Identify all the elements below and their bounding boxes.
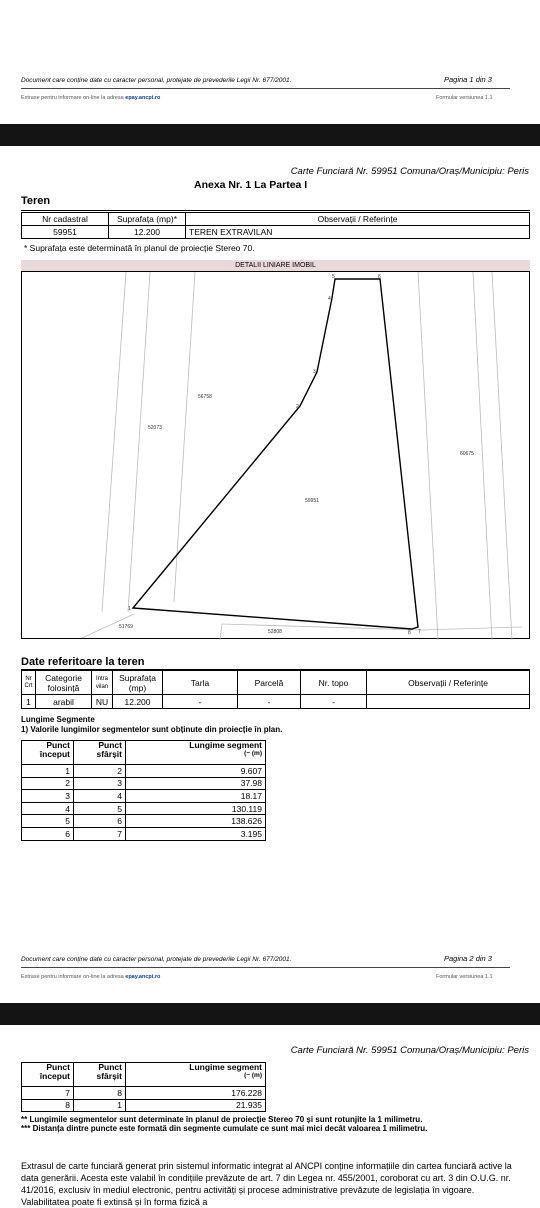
- segment-length: 21.935: [126, 1099, 266, 1112]
- ref-header-intravilan: Intra vilan: [92, 671, 113, 695]
- date-ref-heading: Date referitoare la teren: [21, 656, 145, 668]
- ref-header-nrtopo: Nr. topo: [301, 671, 367, 695]
- page2-extract-line: [21, 974, 160, 980]
- plan-point-6: 6: [378, 274, 381, 280]
- extract-site-link[interactable]: epay.ancpi.ro: [125, 95, 161, 101]
- segments-note-1: ** Lungimile segmentelor sunt determinate în planul de proiecție Stereo 70 și sunt rotunjite la 1 milimetru.: [21, 1115, 423, 1124]
- plan-point-8: 8: [408, 630, 411, 636]
- segments-heading: Lungime Segmente: [21, 715, 95, 724]
- segment-end: 5: [74, 802, 126, 815]
- extract-site-link-2[interactable]: epay.ancpi.ro: [125, 974, 161, 980]
- segments-table-page2: [21, 1062, 266, 1112]
- teren-heading: Teren: [21, 195, 51, 207]
- plan-svg: [22, 272, 531, 640]
- seg-header-start: Punct început: [22, 741, 74, 765]
- extract-paragraph: Extrasul de carte funciară generat prin sistemul informatic integrat al ANCPI conține informațiile din cartea funciară active la data generării. Acesta este valabil în condițiile prevăzute de art. 7 din Legea nr. 455/2001, coroborat cu art. 3 din O.U.G. nr. 41/2016, exclusiv în mediul electronic, pentru activități și procese administrative prevăzute de legislația în vigoare. Valabilitatea poate fi extinsă și în forma fizică a: [21, 1161, 512, 1207]
- segment-start: 2: [22, 777, 74, 790]
- segments-rows-page1: [22, 765, 266, 841]
- ref-nrtopo: -: [301, 695, 367, 709]
- carte-funciara-title: Carte Funciară Nr. 59951 Comuna/Oraș/Municipiu: Peris: [290, 166, 529, 177]
- page-separator: [0, 124, 540, 146]
- seg2-header-unit: (~ (m): [244, 1072, 262, 1079]
- segment-start: 4: [22, 802, 74, 815]
- page1-disclaimer: Document care conține date cu caracter personal, protejate de prevederile Legii Nr. 677/2001.: [21, 77, 292, 84]
- ref-tarla: -: [163, 695, 238, 709]
- plan-label-central: 59951: [305, 498, 319, 504]
- ref-header-parcela: Parcelă: [238, 671, 301, 695]
- page2-header-rule: [21, 967, 510, 968]
- segments-note-2: *** Distanța dintre puncte este formată din segmente cumulate ce sunt mai mici decât valoarea 1 milimetru.: [21, 1124, 428, 1133]
- ref-nr: 1: [22, 695, 36, 709]
- segment-length: 9.607: [126, 765, 266, 778]
- seg2-header-end: Punct sfârșit: [74, 1063, 126, 1087]
- plan-point-2: 2: [296, 404, 299, 410]
- segment-start: 3: [22, 790, 74, 803]
- segment-length: 18.17: [126, 790, 266, 803]
- segment-row: [22, 1099, 266, 1112]
- plan-point-4: 4: [328, 296, 331, 302]
- segment-end: 3: [74, 777, 126, 790]
- segment-end: 7: [74, 827, 126, 840]
- anexa-title: Anexa Nr. 1 La Partea I: [194, 179, 308, 191]
- segment-end: 8: [74, 1087, 126, 1100]
- teren-header-suprafata: Suprafața (mp)*: [109, 213, 186, 226]
- plan-label-bottom: 52808: [268, 629, 282, 635]
- teren-suprafata: 12.200: [109, 226, 186, 239]
- ref-header-tarla: Tarla: [163, 671, 238, 695]
- segment-length: 3.195: [126, 827, 266, 840]
- teren-cadastral: 59951: [22, 226, 109, 239]
- page1-page-label: Pagina 1 din 3: [444, 75, 492, 84]
- ref-intravilan: NU: [92, 695, 113, 709]
- ref-categorie: arabil: [36, 695, 92, 709]
- plan-drawing: [21, 271, 530, 639]
- segment-row: [22, 790, 266, 803]
- date-ref-table: [21, 670, 530, 709]
- segment-length: 130.119: [126, 802, 266, 815]
- seg-header-length: [126, 741, 266, 765]
- plan-point-5: 5: [332, 274, 335, 280]
- segment-row: [22, 765, 266, 778]
- extract-prefix-2: Extrase pentru informare on-line la adresa: [21, 974, 124, 980]
- teren-header-observatii: Observații / Referințe: [186, 213, 530, 226]
- plan-label-bottom-left: 51769: [119, 624, 133, 630]
- plan-title: DETALII LINIARE IMOBIL: [21, 260, 530, 271]
- seg-header-unit: (~ (m): [244, 750, 262, 757]
- page2-disclaimer: Document care conține date cu caracter personal, protejate de prevederile Legii Nr. 677/2001.: [21, 956, 292, 963]
- teren-observatii: TEREN EXTRAVILAN: [186, 226, 530, 239]
- ref-header-observatii: Observații / Referințe: [367, 671, 530, 695]
- segment-start: 7: [22, 1087, 74, 1100]
- segment-length: 176.228: [126, 1087, 266, 1100]
- plan-point-3: 3: [313, 369, 316, 375]
- segment-start: 8: [22, 1099, 74, 1112]
- ref-suprafata: 12.200: [113, 695, 163, 709]
- segment-row: [22, 815, 266, 828]
- ref-header-suprafata: Suprafața (mp): [113, 671, 163, 695]
- page2-formular: Formular versiunea 1.1: [436, 974, 493, 980]
- seg-header-length-label: Lungime segment: [189, 740, 262, 750]
- carte-funciara-title-2: Carte Funciară Nr. 59951 Comuna/Oraș/Municipiu: Peris: [290, 1045, 529, 1056]
- segment-row: [22, 802, 266, 815]
- segment-start: 5: [22, 815, 74, 828]
- ref-observatii: [367, 695, 530, 709]
- segment-length: 138.626: [126, 815, 266, 828]
- seg2-header-length: [126, 1063, 266, 1087]
- plan-label-right-parcel: 60675: [460, 451, 474, 457]
- page2-page-label: Pagina 2 din 3: [444, 954, 492, 963]
- teren-note: * Suprafața este determinată în planul de proiecție Stereo 70.: [24, 243, 255, 253]
- page1-extract-line: [21, 95, 160, 101]
- ref-header-nr: Nr Crt: [22, 671, 36, 695]
- plan-label-upper-parcel: 56758: [198, 394, 212, 400]
- segments-rows-page2: [22, 1087, 266, 1112]
- segment-start: 6: [22, 827, 74, 840]
- segment-length: 37.98: [126, 777, 266, 790]
- page1-formular: Formular versiunea 1.1: [436, 95, 493, 101]
- plan-label-left-parcel: 52073: [148, 425, 162, 431]
- segment-end: 4: [74, 790, 126, 803]
- seg2-header-length-label: Lungime segment: [189, 1062, 262, 1072]
- teren-header-cadastral: Nr cadastral: [22, 213, 109, 226]
- segments-subheading: 1) Valorile lungimilor segmentelor sunt obținute din proiecție în plan.: [21, 725, 283, 734]
- plan-point-7: 7: [418, 629, 421, 635]
- segment-row: [22, 827, 266, 840]
- page1-header-rule: [21, 88, 510, 89]
- plan-point-1: 1: [128, 606, 131, 612]
- teren-table: [21, 212, 530, 239]
- seg-header-end: Punct sfârșit: [74, 741, 126, 765]
- segment-end: 6: [74, 815, 126, 828]
- segment-end: 2: [74, 765, 126, 778]
- segment-row: [22, 777, 266, 790]
- extract-prefix: Extrase pentru informare on-line la adresa: [21, 95, 124, 101]
- page-separator-2: [0, 1003, 540, 1025]
- segment-start: 1: [22, 765, 74, 778]
- segment-end: 1: [74, 1099, 126, 1112]
- segment-row: [22, 1087, 266, 1100]
- teren-rule: [21, 210, 530, 211]
- seg2-header-start: Punct început: [22, 1063, 74, 1087]
- segments-table-page1: [21, 740, 266, 841]
- ref-header-categorie: Categorie folosință: [36, 671, 92, 695]
- ref-parcela: -: [238, 695, 301, 709]
